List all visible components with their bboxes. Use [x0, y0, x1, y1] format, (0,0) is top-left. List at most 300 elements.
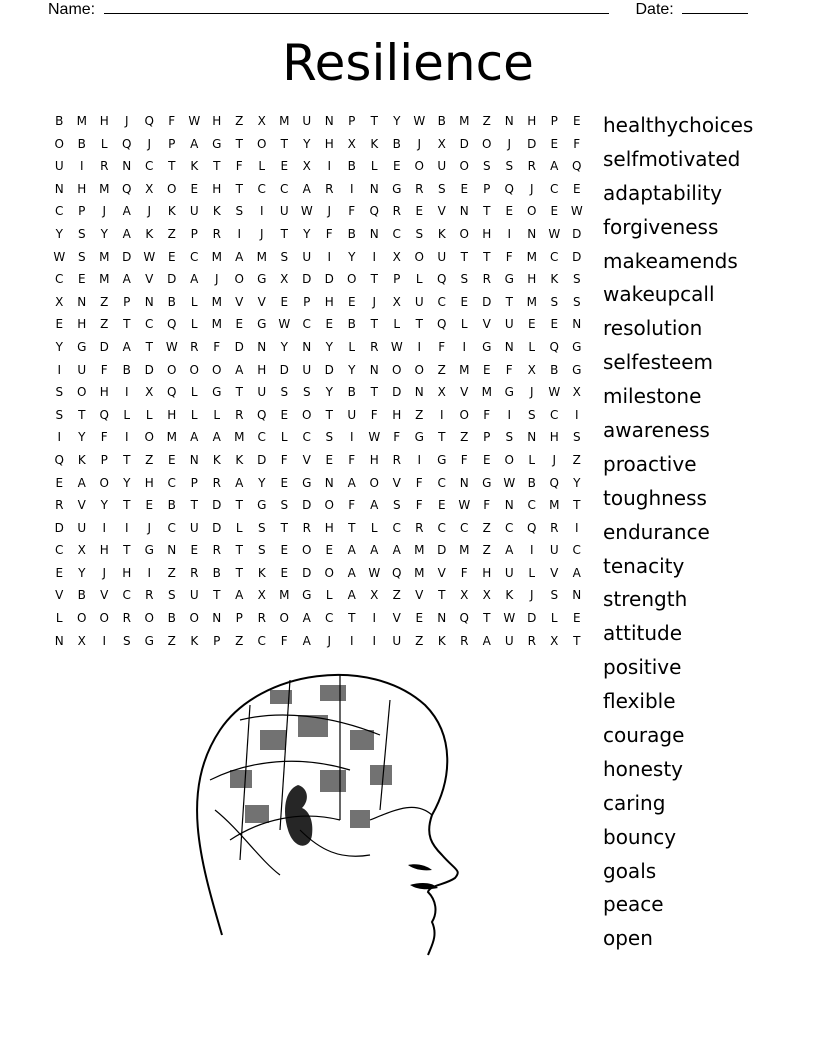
grid-letter: C — [122, 588, 131, 603]
grid-letter: B — [347, 226, 356, 241]
grid-letter: I — [102, 520, 107, 535]
grid-letter: W — [503, 475, 516, 490]
grid-letter: V — [460, 385, 469, 400]
grid-letter: D — [459, 136, 469, 151]
grid-letter: R — [370, 339, 379, 354]
grid-letter: F — [280, 633, 288, 648]
grid-letter: J — [147, 520, 152, 535]
grid-row — [48, 268, 588, 291]
grid-letter: S — [572, 294, 581, 309]
grid-letter: F — [213, 339, 221, 354]
grid-letter: X — [145, 181, 154, 196]
grid-letter: S — [572, 430, 581, 445]
grid-letter: G — [257, 272, 267, 287]
word-list-item: flexible — [603, 689, 676, 714]
grid-letter: Z — [460, 430, 469, 445]
grid-letter: F — [483, 498, 491, 513]
grid-letter: C — [505, 520, 514, 535]
grid-letter: M — [76, 114, 87, 128]
grid-letter: X — [392, 249, 401, 264]
grid-letter: L — [348, 339, 356, 354]
grid-letter: H — [324, 520, 334, 535]
grid-letter: G — [392, 181, 402, 196]
grid-letter: T — [235, 136, 243, 151]
grid-letter: U — [437, 249, 447, 264]
date-field[interactable] — [682, 0, 748, 14]
date-label: Date: — [635, 1, 674, 18]
grid-letter: J — [417, 136, 422, 151]
grid-letter: A — [212, 430, 221, 445]
grid-letter: D — [212, 498, 222, 513]
grid-letter: Y — [100, 498, 108, 513]
word-list-item: proactive — [603, 451, 697, 476]
grid-letter: M — [414, 565, 425, 580]
grid-letter: H — [77, 317, 87, 332]
grid-letter: J — [147, 136, 152, 151]
grid-letter: M — [99, 249, 110, 264]
grid-letter: F — [505, 362, 513, 377]
grid-letter: X — [302, 159, 311, 174]
grid-letter: R — [235, 407, 244, 422]
grid-letter: O — [482, 136, 492, 151]
grid-letter: P — [190, 226, 198, 241]
grid-letter: L — [460, 317, 468, 332]
grid-letter: Y — [325, 339, 333, 354]
grid-letter: F — [280, 452, 288, 467]
word-list-item: healthychoices — [603, 113, 754, 137]
grid-letter: V — [482, 317, 491, 332]
grid-letter: A — [370, 543, 379, 558]
grid-letter: C — [460, 520, 469, 535]
grid-letter: J — [214, 272, 219, 287]
grid-letter: M — [166, 430, 177, 445]
word-list-item: endurance — [603, 519, 710, 544]
grid-letter: I — [57, 362, 62, 377]
grid-letter: E — [347, 294, 356, 309]
grid-letter: J — [102, 565, 107, 580]
grid-letter: I — [147, 565, 152, 580]
word-list-item: tenacity — [603, 553, 685, 578]
name-label: Name: — [48, 1, 96, 18]
grid-letter: C — [550, 181, 559, 196]
grid-letter: C — [257, 181, 266, 196]
grid-letter: K — [235, 452, 244, 467]
grid-letter: O — [77, 385, 87, 400]
grid-letter: Z — [235, 114, 244, 128]
grid-letter: H — [324, 136, 334, 151]
grid-letter: N — [144, 294, 154, 309]
grid-letter: Z — [572, 452, 581, 467]
grid-letter: L — [258, 159, 266, 174]
grid-letter: A — [122, 226, 131, 241]
grid-letter: M — [459, 362, 470, 377]
grid-letter: X — [437, 385, 446, 400]
grid-letter: C — [55, 272, 64, 287]
grid-letter: R — [325, 181, 334, 196]
name-field[interactable] — [104, 0, 609, 14]
grid-letter: R — [527, 633, 536, 648]
grid-letter: M — [549, 498, 560, 513]
grid-letter: L — [145, 407, 153, 422]
grid-letter: V — [55, 588, 64, 603]
word-list-item: wakeupcall — [603, 282, 715, 307]
grid-letter: A — [482, 633, 491, 648]
word-list-item: toughness — [603, 485, 707, 510]
grid-letter: V — [437, 565, 446, 580]
grid-letter: F — [325, 226, 333, 241]
grid-letter: M — [481, 385, 492, 400]
grid-letter: J — [529, 588, 534, 603]
grid-letter: I — [57, 430, 62, 445]
grid-letter: T — [123, 317, 131, 332]
grid-letter: N — [54, 633, 64, 648]
grid-letter: W — [390, 339, 403, 354]
grid-letter: U — [504, 565, 514, 580]
grid-letter: O — [279, 611, 289, 626]
grid-letter: G — [212, 385, 222, 400]
grid-letter: P — [100, 452, 108, 467]
grid-letter: Q — [99, 407, 109, 422]
grid-letter: Q — [167, 385, 177, 400]
grid-row — [48, 133, 588, 156]
grid-letter: M — [211, 294, 222, 309]
grid-letter: J — [102, 204, 107, 219]
grid-letter: O — [302, 543, 312, 558]
grid-letter: D — [234, 339, 244, 354]
grid-letter: A — [370, 498, 379, 513]
grid-row — [48, 584, 588, 607]
grid-letter: W — [188, 114, 201, 128]
grid-letter: A — [347, 543, 356, 558]
grid-letter: L — [415, 272, 423, 287]
grid-letter: Y — [303, 226, 311, 241]
grid-letter: M — [99, 272, 110, 287]
grid-letter: E — [527, 317, 536, 332]
grid-letter: T — [78, 407, 86, 422]
grid-letter: D — [482, 294, 492, 309]
grid-letter: F — [100, 362, 108, 377]
grid-letter: T — [370, 272, 378, 287]
grid-letter: F — [415, 498, 423, 513]
grid-letter: R — [415, 520, 424, 535]
word-list-item: open — [603, 926, 653, 951]
grid-letter: O — [212, 362, 222, 377]
grid-letter: D — [167, 272, 177, 287]
grid-letter: N — [504, 339, 514, 354]
grid-letter: L — [190, 294, 198, 309]
grid-letter: R — [212, 475, 221, 490]
grid-letter: H — [167, 407, 177, 422]
grid-letter: R — [55, 498, 64, 513]
grid-letter: C — [325, 611, 334, 626]
grid-letter: O — [324, 565, 334, 580]
grid-row — [48, 246, 588, 269]
grid-letter: M — [459, 543, 470, 558]
grid-letter: H — [99, 114, 109, 128]
grid-letter: R — [392, 452, 401, 467]
word-list-item: selfesteem — [603, 350, 713, 375]
grid-letter: T — [505, 294, 513, 309]
grid-letter: J — [529, 385, 534, 400]
grid-letter: U — [549, 543, 559, 558]
grid-letter: U — [302, 249, 312, 264]
grid-letter: W — [300, 204, 313, 219]
grid-letter: O — [99, 475, 109, 490]
word-list-item: honesty — [603, 756, 683, 781]
grid-letter: E — [280, 159, 289, 174]
grid-letter: T — [235, 565, 243, 580]
grid-letter: P — [235, 611, 243, 626]
grid-letter: X — [527, 362, 536, 377]
grid-letter: L — [528, 452, 536, 467]
grid-letter: D — [122, 249, 132, 264]
grid-letter: R — [190, 565, 199, 580]
grid-letter: Z — [167, 565, 176, 580]
grid-letter: C — [392, 226, 401, 241]
grid-letter: Q — [504, 181, 514, 196]
grid-letter: G — [257, 317, 267, 332]
grid-letter: C — [302, 317, 311, 332]
grid-letter: S — [505, 430, 514, 445]
grid-letter: S — [122, 633, 131, 648]
grid-letter: Z — [100, 294, 109, 309]
grid-letter: X — [460, 588, 469, 603]
grid-letter: Z — [482, 114, 491, 128]
grid-row — [48, 517, 588, 540]
grid-letter: N — [369, 181, 379, 196]
grid-letter: I — [574, 407, 579, 422]
grid-letter: Q — [572, 159, 582, 174]
grid-letter: E — [572, 114, 581, 128]
grid-letter: V — [77, 498, 86, 513]
grid-letter: N — [504, 498, 514, 513]
grid-letter: N — [257, 339, 267, 354]
grid-row — [48, 449, 588, 472]
grid-row — [48, 200, 588, 223]
grid-letter: B — [167, 611, 176, 626]
grid-letter: E — [550, 204, 559, 219]
grid-letter: D — [324, 362, 334, 377]
grid-letter: K — [77, 452, 86, 467]
grid-letter: V — [302, 452, 311, 467]
grid-letter: Y — [280, 339, 288, 354]
grid-letter: F — [393, 430, 401, 445]
grid-letter: D — [392, 385, 402, 400]
grid-letter: N — [122, 159, 132, 174]
grid-letter: Z — [482, 520, 491, 535]
grid-letter: L — [190, 407, 198, 422]
grid-letter: X — [257, 114, 266, 128]
grid-letter: O — [414, 159, 424, 174]
grid-letter: N — [437, 611, 447, 626]
grid-letter: H — [392, 407, 402, 422]
grid-letter: X — [280, 272, 289, 287]
grid-letter: Y — [393, 114, 401, 128]
grid-letter: Z — [482, 543, 491, 558]
grid-letter: P — [483, 181, 491, 196]
grid-letter: I — [349, 181, 354, 196]
grid-letter: J — [529, 181, 534, 196]
grid-letter: B — [437, 114, 446, 128]
grid-letter: H — [212, 114, 222, 128]
grid-letter: C — [167, 475, 176, 490]
grid-letter: H — [212, 181, 222, 196]
grid-letter: N — [369, 362, 379, 377]
grid-letter: H — [527, 114, 537, 128]
grid-row — [48, 607, 588, 630]
grid-letter: L — [190, 385, 198, 400]
grid-letter: M — [211, 249, 222, 264]
grid-letter: N — [572, 317, 582, 332]
grid-letter: O — [234, 272, 244, 287]
grid-letter: F — [348, 498, 356, 513]
grid-letter: Y — [78, 430, 86, 445]
grid-letter: D — [257, 452, 267, 467]
grid-letter: T — [573, 498, 581, 513]
grid-row — [48, 359, 588, 382]
grid-letter: C — [167, 520, 176, 535]
grid-letter: I — [372, 633, 377, 648]
grid-letter: X — [55, 294, 64, 309]
grid-letter: C — [572, 543, 581, 558]
grid-letter: A — [77, 475, 86, 490]
grid-letter: N — [189, 452, 199, 467]
grid-letter: X — [572, 385, 581, 400]
grid-letter: L — [393, 317, 401, 332]
grid-letter: X — [370, 588, 379, 603]
grid-letter: U — [279, 204, 289, 219]
grid-letter: F — [483, 407, 491, 422]
grid-letter: N — [54, 181, 64, 196]
grid-letter: L — [55, 611, 63, 626]
grid-letter: F — [348, 204, 356, 219]
grid-letter: V — [392, 475, 401, 490]
grid-letter: E — [572, 181, 581, 196]
grid-letter: T — [235, 543, 243, 558]
grid-letter: V — [257, 294, 266, 309]
grid-letter: W — [548, 385, 561, 400]
grid-letter: W — [53, 249, 66, 264]
grid-letter: J — [552, 452, 557, 467]
grid-row — [48, 630, 588, 653]
grid-letter: U — [504, 633, 514, 648]
grid-letter: I — [237, 226, 242, 241]
grid-letter: E — [280, 543, 289, 558]
grid-letter: D — [99, 339, 109, 354]
grid-letter: M — [526, 249, 537, 264]
grid-letter: D — [437, 543, 447, 558]
grid-letter: M — [211, 317, 222, 332]
grid-letter: Q — [549, 475, 559, 490]
grid-letter: R — [550, 520, 559, 535]
grid-letter: G — [302, 588, 312, 603]
grid-letter: D — [212, 520, 222, 535]
grid-letter: K — [190, 633, 199, 648]
grid-letter: L — [370, 159, 378, 174]
grid-letter: G — [77, 339, 87, 354]
grid-letter: S — [550, 294, 559, 309]
grid-letter: P — [213, 633, 221, 648]
grid-letter: S — [505, 159, 514, 174]
grid-row — [48, 494, 588, 517]
grid-letter: Z — [415, 633, 424, 648]
grid-letter: S — [167, 588, 176, 603]
grid-letter: C — [190, 249, 199, 264]
grid-letter: I — [327, 249, 332, 264]
grid-letter: G — [482, 475, 492, 490]
grid-letter: T — [235, 181, 243, 196]
grid-letter: T — [483, 611, 491, 626]
grid-letter: O — [324, 498, 334, 513]
grid-letter: I — [327, 159, 332, 174]
grid-letter: I — [259, 204, 264, 219]
grid-letter: B — [77, 136, 86, 151]
grid-letter: L — [550, 611, 558, 626]
grid-letter: O — [414, 362, 424, 377]
grid-letter: U — [189, 204, 199, 219]
grid-row — [48, 110, 588, 133]
grid-letter: X — [77, 633, 86, 648]
grid-letter: O — [504, 452, 514, 467]
grid-letter: E — [550, 136, 559, 151]
grid-letter: J — [327, 204, 332, 219]
grid-letter: N — [504, 114, 514, 128]
grid-letter: T — [235, 385, 243, 400]
grid-letter: I — [417, 452, 422, 467]
grid-letter: R — [100, 159, 109, 174]
grid-letter: I — [439, 407, 444, 422]
phrenology-head-illustration — [170, 660, 490, 960]
grid-letter: S — [77, 249, 86, 264]
grid-letter: U — [414, 294, 424, 309]
grid-letter: I — [349, 633, 354, 648]
grid-letter: H — [99, 385, 109, 400]
grid-letter: Q — [392, 565, 402, 580]
grid-row — [48, 223, 588, 246]
grid-letter: F — [573, 136, 581, 151]
grid-letter: N — [167, 543, 177, 558]
grid-letter: B — [55, 114, 64, 128]
grid-letter: C — [392, 520, 401, 535]
grid-letter: T — [370, 114, 378, 128]
grid-letter: K — [190, 159, 199, 174]
grid-letter: Q — [167, 317, 177, 332]
grid-row — [48, 539, 588, 562]
grid-letter: N — [459, 204, 469, 219]
word-list-item: forgiveness — [603, 214, 719, 239]
grid-letter: V — [437, 204, 446, 219]
grid-letter: J — [327, 633, 332, 648]
grid-letter: T — [235, 498, 243, 513]
grid-letter: I — [462, 339, 467, 354]
grid-letter: F — [235, 159, 243, 174]
grid-letter: U — [302, 114, 312, 128]
grid-letter: K — [505, 588, 514, 603]
grid-letter: R — [392, 204, 401, 219]
grid-letter: E — [415, 611, 424, 626]
grid-letter: S — [325, 430, 334, 445]
grid-letter: C — [302, 430, 311, 445]
grid-letter: H — [369, 452, 379, 467]
grid-letter: L — [528, 339, 536, 354]
grid-letter: S — [392, 498, 401, 513]
grid-letter: B — [347, 317, 356, 332]
grid-letter: O — [99, 611, 109, 626]
grid-letter: E — [437, 498, 446, 513]
grid-letter: A — [235, 249, 244, 264]
grid-row — [48, 313, 588, 336]
grid-letter: H — [482, 226, 492, 241]
